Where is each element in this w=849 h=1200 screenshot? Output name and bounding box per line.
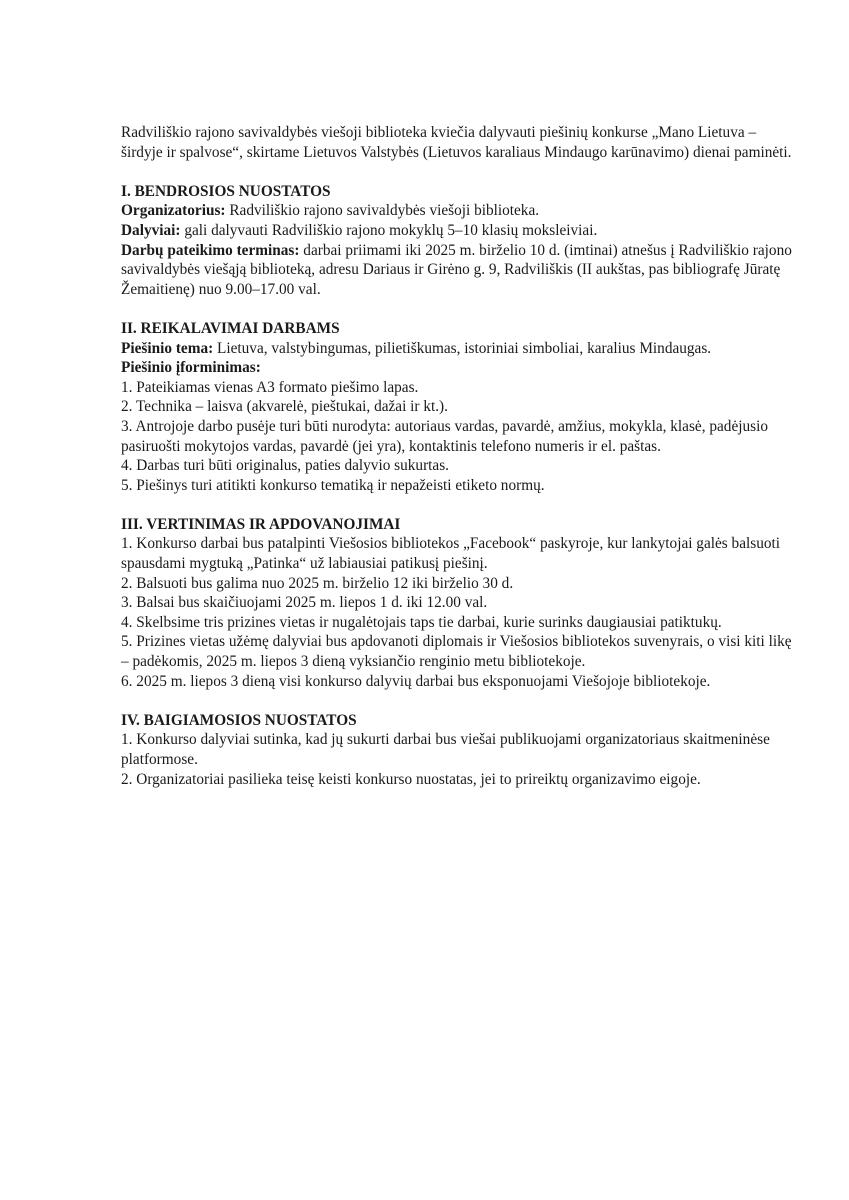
- theme-line: [121, 339, 801, 359]
- deadline-label: Darbų pateikimo terminas:: [121, 241, 300, 259]
- section-heading: II. REIKALAVIMAI DARBAMS: [121, 319, 340, 337]
- list-item: 6. 2025 m. liepos 3 dieną visi konkurso dalyvių darbai bus eksponuojami Viešojoje bibliotekoje.: [121, 672, 711, 690]
- organizer-text: Radviliškio rajono savivaldybės viešoji biblioteka.: [225, 202, 540, 220]
- theme-label: Piešinio tema:: [121, 339, 214, 357]
- section-evaluation: [121, 515, 801, 691]
- list-item: 4. Darbas turi būti originalus, paties dalyvio sukurtas.: [121, 457, 449, 475]
- list-item: 4. Skelbsime tris prizines vietas ir nugalėtojais taps tie darbai, kurie surinks daugiausiai patiktukų.: [121, 613, 722, 631]
- document-page: [121, 123, 801, 789]
- theme-text: Lietuva, valstybingumas, pilietiškumas, istoriniai simboliai, karalius Mindaugas.: [213, 339, 712, 357]
- section-final: [121, 711, 801, 789]
- section-general: [121, 182, 801, 300]
- list-item: 5. Piešinys turi atitikti konkurso tematiką ir nepažeisti etiketo normų.: [121, 476, 545, 494]
- deadline-line: [121, 241, 801, 300]
- list-item: 5. Prizines vietas užėmę dalyviai bus apdovanoti diplomais ir Viešosios bibliotekos suvenyrais, o visi kiti likę – padėkomis, 2025 m. liepos 3 dieną vyksiančio renginio metu bibliotekoje.: [121, 633, 792, 671]
- list-item: 1. Konkurso dalyviai sutinka, kad jų sukurti darbai bus viešai publikuojami organizatoriaus skaitmeninėse platformose.: [121, 731, 770, 768]
- list-item: 3. Balsai bus skaičiuojami 2025 m. liepos 1 d. iki 12.00 val.: [121, 594, 488, 612]
- organizer-line: [121, 201, 801, 221]
- section-requirements: [121, 319, 801, 495]
- list-item: 3. Antrojoje darbo pusėje turi būti nurodyta: autoriaus vardas, pavardė, amžius, mokykla, klasė, padėjusio pasiruošti mokytojos vardas, pavardė (jei yra), kontaktinis telefono numeris ir el. paštas.: [121, 417, 768, 455]
- list-item: 2. Organizatoriai pasilieka teisę keisti konkurso nuostatas, jei to prireiktų organizavimo eigoje.: [121, 770, 701, 788]
- list-item: 1. Pateikiamas vienas A3 formato piešimo lapas.: [121, 378, 419, 396]
- intro-paragraph: Radviliškio rajono savivaldybės viešoji biblioteka kviečia dalyvauti piešinių konkurse „Mano Lietuva – širdyje ir spalvose“, skirtame Lietuvos Valstybės (Lietuvos karaliaus Mindaugo karūnavimo) dienai paminėti.: [121, 124, 792, 161]
- deadline-text: darbai priimami iki 2025 m. birželio 10 d. (imtinai) atnešus į Radviliškio rajono savivaldybės viešąją biblioteką, adresu Dariaus ir Girėno g. 9, Radviliškis (II aukštas, pas bibliografę Jūratę Žemaitienę) nuo 9.00–17.00 val.: [121, 241, 792, 298]
- format-label: Piešinio įforminimas:: [121, 359, 261, 377]
- section-heading: I. BENDROSIOS NUOSTATOS: [121, 182, 331, 200]
- list-item: 2. Technika – laisva (akvarelė, pieštukai, dažai ir kt.).: [121, 398, 448, 416]
- section-heading: III. VERTINIMAS IR APDOVANOJIMAI: [121, 515, 401, 533]
- section-heading: IV. BAIGIAMOSIOS NUOSTATOS: [121, 711, 357, 729]
- participants-label: Dalyviai:: [121, 221, 181, 239]
- list-item: 2. Balsuoti bus galima nuo 2025 m. birželio 12 iki birželio 30 d.: [121, 574, 514, 592]
- organizer-label: Organizatorius:: [121, 202, 226, 220]
- participants-line: [121, 221, 801, 241]
- participants-text: gali dalyvauti Radviliškio rajono mokyklų 5–10 klasių moksleiviai.: [180, 221, 598, 239]
- list-item: 1. Konkurso darbai bus patalpinti Viešosios bibliotekos „Facebook“ paskyroje, kur lankytojai galės balsuoti spausdami mygtuką „Patinka“ už labiausiai patikusį piešinį.: [121, 535, 780, 573]
